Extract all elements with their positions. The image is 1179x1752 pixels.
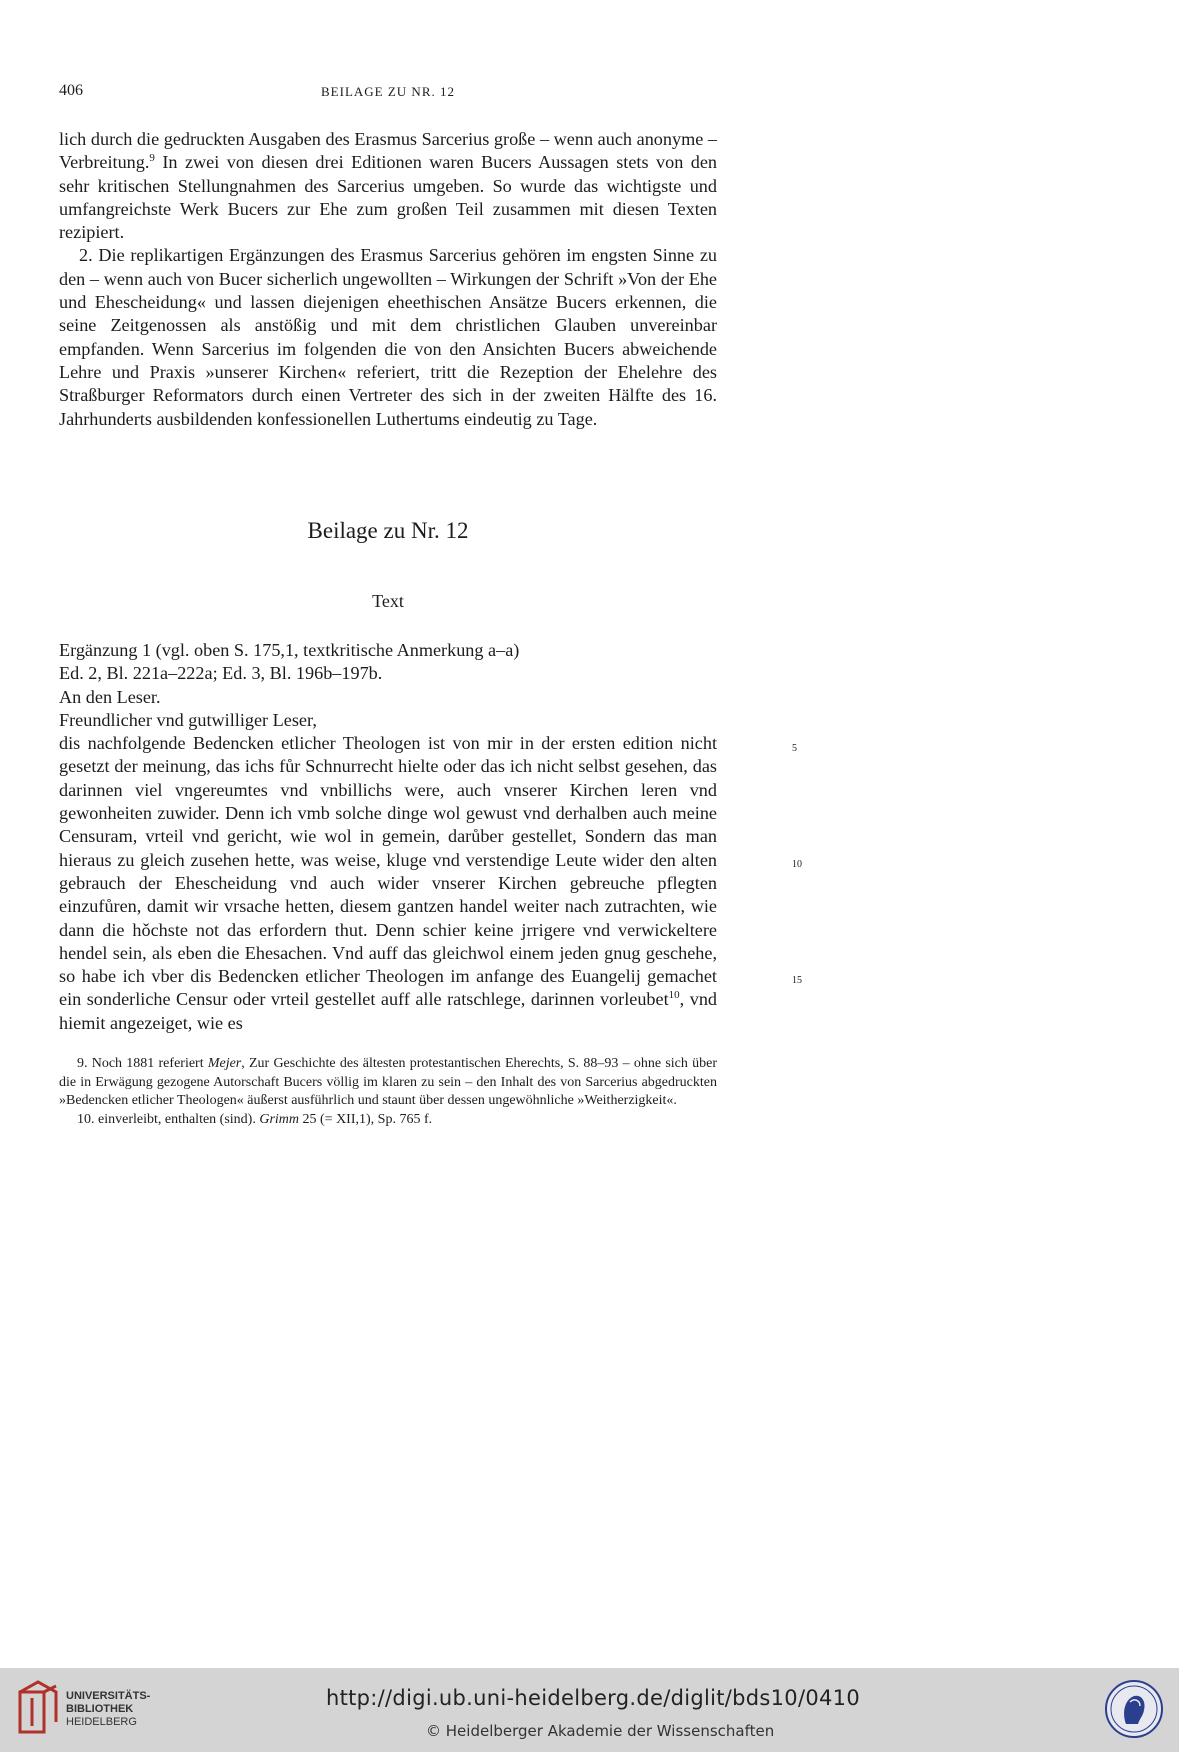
academy-seal-icon [1104,1678,1164,1740]
footnote-9-number: 9. [77,1056,88,1071]
text-line-salutation: Freundlicher vnd gutwilliger Leser, [59,709,317,730]
section-subtitle: Text [372,591,404,611]
footnote-ref-10[interactable]: 10 [668,989,680,1002]
footnote-10-author: Grimm [259,1111,300,1127]
running-title: BEILAGE ZU NR. 12 [321,84,455,99]
source-text [59,639,802,1035]
footnotes [59,1055,717,1129]
intro-p1-text-cont: In zwei von diesen drei Editionen waren Bucers Aussagen stets von den sehr kritischen Stellungnahmen des Sarcerius umgeben. So wurde das wichtigste und umfangreichste Werk Bucers zur Ehe zum großen Teil zusammen mit diesen Texten rezipiert. [59,152,717,243]
text-line-edition: Ed. 2, Bl. 221a–222a; Ed. 3, Bl. 196b–197b. [59,663,383,684]
footnote-9-author: Mejer [207,1056,242,1071]
footer-bar [0,1668,1179,1752]
source-body-text-end: , vnd hiemit angezeiget, wie es [59,989,717,1033]
copyright-notice: © Heidelberger Akademie der Wissenschaften [426,1722,775,1740]
permalink-url[interactable]: http://digi.ub.uni-heidelberg.de/diglit/bds10/0410 [326,1686,860,1710]
line-number-10: 10 [792,859,802,870]
footnote-9-text-cont: , Zur Geschichte des ältesten protestantischen Eherechts, S. 88–93 – ohne sich über die in Erwägung gezogene Autorschaft Bucers völlig im klaren zu sein – den Inhalt des von Sarcerius abgedruckten »Bedencken etlicher Theologen« äußerst ausführlich und staunt über dessen ungewöhnliche »Weitherzigkeit«. [59,1056,717,1108]
source-text-body [59,732,717,1035]
library-name [66,1690,150,1729]
footnote-10-text-cont: 25 (= XII,1), Sp. 765 f. [299,1111,433,1127]
text-line-address: An den Leser. [59,686,161,707]
footnote-10-text: einverleibt, enthalten (sind). [94,1111,260,1127]
intro-p1-text: lich durch die gedruckten Ausgaben des Erasmus Sarcerius große – wenn auch anonyme – Verbreitung. [59,129,717,173]
footnote-10 [59,1111,717,1130]
footnote-9-text: Noch 1881 referiert [87,1056,208,1071]
intro-paragraph-1 [59,128,717,244]
source-body-text: dis nachfolgende Bedencken etlicher Theologen ist von mir in der ersten edition nicht gesetzt der meinung, das ichs fůr Schnurrecht hielte oder das ich nicht selbst gesehen, das darinnen viel vngereumtes vnd vnbillichs were, auch vnserer Kirchen leren vnd gewonheiten zuwider. Denn ich vmb solche dinge wol gewust vnd derhalben auch meine Censuram, vrteil vnd gericht, wie wol in gemein, darůber gestellet, Sondern das man hieraus zu gleich zusehen hette, was weise, kluge vnd verstendige Leute wider den alten gebrauch der Ehescheidung vnd auch wider vnserer Kirchen gebreuche pflegten einzufůren, damit wir vrsache hetten, diesem gantzen handel weiter nach zutrachten, wie dann die hǒchste not das erfordern thut. Denn schier keine jrrigere vnd verwickeltere hendel sein, als eben die Ehesachen. Vnd auff das gleichwol einem jeden gnug geschehe, so habe ich vber dis Bedencken etlicher Theologen im anfange des Euangelij gemachet ein sonderliche Censur oder vrteil gestellet auff alle ratschlege, darinnen vorleubet [59,733,717,1010]
footnote-ref-9[interactable]: 9 [149,152,155,165]
library-logo-icon[interactable] [12,1678,62,1740]
line-number-15: 15 [792,975,802,986]
library-name-line3: HEIDELBERG [66,1716,137,1728]
footnote-9 [59,1055,717,1111]
library-name-line1: UNIVERSITÄTS- [66,1690,151,1702]
text-line-ergaenzung: Ergänzung 1 (vgl. oben S. 175,1, textkritische Anmerkung a–a) [59,640,520,660]
section-title: Beilage zu Nr. 12 [307,518,469,543]
intro-paragraph-2: 2. Die replikartigen Ergänzungen des Erasmus Sarcerius gehören im engsten Sinne zu den – wenn auch von Bucer sicherlich ungewollten – Wirkungen der Schrift »Von der Ehe und Ehescheidung« und lassen diejenigen eheethischen Ansätze Bucers erkennen, die seine Zeitgenossen als anstößig und mit dem christlichen Glauben unvereinbar empfanden. Wenn Sarcerius im folgenden die von den Ansichten Bucers abweichende Lehre und Praxis »unserer Kirchen« referiert, tritt die Rezeption der Ehelehre des Straßburger Reformators durch einen Vertreter des sich in der zweiten Hälfte des 16. Jahrhunderts ausbildenden konfessionellen Luthertums eindeutig zu Tage. [59,245,717,429]
footnote-10-number: 10. [77,1111,95,1127]
library-name-line2: BIBLIOTHEK [66,1703,134,1715]
intro-text [59,128,717,431]
line-number-5: 5 [792,743,797,754]
page-number: 406 [59,82,83,99]
